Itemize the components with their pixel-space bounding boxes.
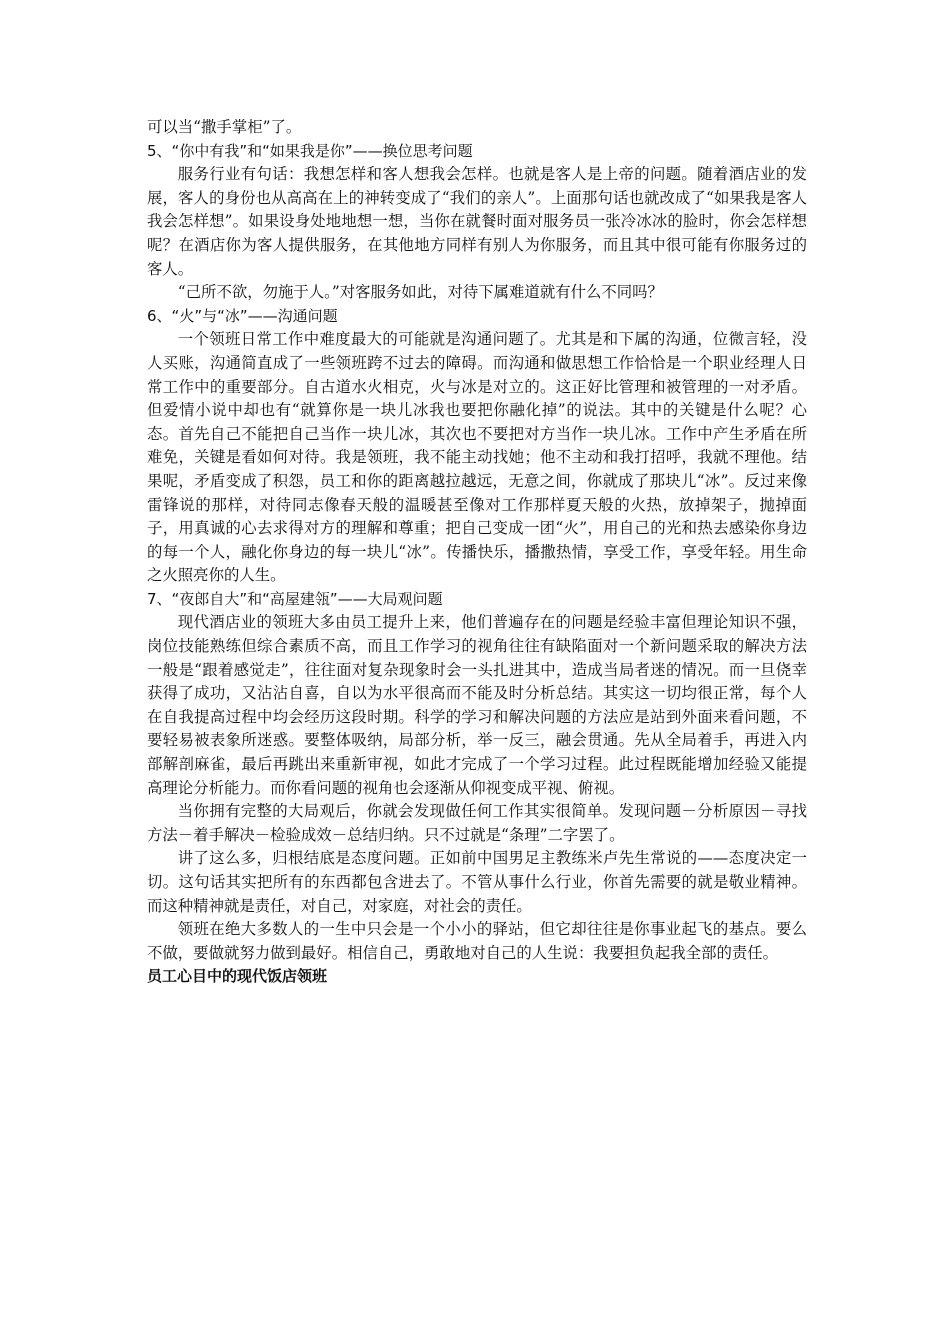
paragraph-7a: 现代酒店业的领班大多由员工提升上来，他们普遍存在的问题是经验丰富但理论知识不强，岗位技能熟练但综合素质不高，而且工作学习的视角往往有缺陷面对一个新问题采取的解决方法一般是“跟着感觉走”，往往面对复杂现象时会一头扎进其中，造成当局者迷的情况。而一旦侥幸获得了成功，又沾沾自喜，自以为水平很高而不能及时分析总结。其实这一切均很正常，每个人在自我提高过程中均会经历这段时期。科学的学习和解决问题的方法应是站到外面来看问题，不要轻易被表象所迷惑。要整体吸纳，局部分析，举一反三，融会贯通。先从全局着手，再进入内部解剖麻雀，最后再跳出来重新审视，如此才完成了一个学习过程。此过程既能增加经验又能提高理论分析能力。而你看问题的视角也会逐渐从仰视变成平视、俯视。	[147, 613, 807, 797]
paragraph-9: 领班在绝大多数人的一生中只会是一个小小的驿站，但它却往往是你事业起飞的基点。要么不做，要做就努力做到最好。相信自己，勇敢地对自己的人生说：我要担负起我全部的责任。	[147, 920, 807, 962]
paragraph-5b: “己所不欲，勿施于人。”对客服务如此，对待下属难道就有什么不同吗？	[177, 283, 663, 302]
paragraph-7b: 当你拥有完整的大局观后，你就会发现做任何工作其实很简单。发现问题－分析原因－寻找方法－着手解决－检验成效－总结归纳。只不过就是“条理”二字罢了。	[147, 802, 807, 844]
paragraph-continuation: 可以当“撒手掌柜”了。	[147, 118, 302, 136]
section-heading-5: 5、“你中有我”和“如果我是你”——换位思考问题	[147, 141, 473, 160]
paragraph-8: 讲了这么多，归根结底是态度问题。正如前中国男足主教练米卢先生常说的——态度决定一切。这句话其实把所有的东西都包含进去了。不管从事什么行业，你首先需要的就是敬业精神。而这种精神就是责任，对自己，对家庭，对社会的责任。	[147, 849, 807, 915]
paragraph-5a: 服务行业有句话：我想怎样和客人想我会怎样。也就是客人是上帝的问题。随着酒店业的发展，客人的身份也从高高在上的神转变成了“我们的亲人”。上面那句话也就改成了“如果我是客人我会怎样想”。如果设身处地地想一想，当你在就餐时面对服务员一张冷冰冰的脸时，你会怎样想呢？在酒店你为客人提供服务，在其他地方同样有别人为你服务，而且其中很可能有你服务过的客人。	[147, 165, 807, 278]
section-heading-7: 7、“夜郎自大”和“高屋建瓴”——大局观问题	[147, 589, 443, 608]
paragraph-6: 一个领班日常工作中难度最大的可能就是沟通问题了。尤其是和下属的沟通，位微言轻，没人买账，沟通简直成了一些领班跨不过去的障碍。而沟通和做思想工作恰恰是一个职业经理人日常工作中的重要部分。自古道水火相克，火与冰是对立的。这正好比管理和被管理的一对矛盾。但爱情小说中却也有“就算你是一块儿冰我也要把你融化掉”的说法。其中的关键是什么呢？心态。首先自己不能把自己当作一块儿冰，其次也不要把对方当作一块儿冰。工作中产生矛盾在所难免，关键是看如何对待。我是领班，我不能主动找她；他不主动和我打招呼，我就不理他。结果呢，矛盾变成了积怨，员工和你的距离越拉越远，无意之间，你就成了那块儿“冰”。反过来像雷锋说的那样，对待同志像春天般的温暖甚至像对工作那样夏天般的火热，放掉架子，抛掉面子，用真诚的心去求得对方的理解和尊重；把自己变成一团“火”，用自己的光和热去感染你身边的每一个人，融化你身边的每一块儿“冰”。传播快乐，播撒热情，享受工作，享受年轻。用生命之火照亮你的人生。	[147, 330, 807, 585]
document-page	[147, 116, 807, 989]
document-title: 员工心目中的现代饭店领班	[147, 967, 328, 986]
section-heading-6: 6、“火”与“冰”——沟通问题	[147, 306, 338, 325]
